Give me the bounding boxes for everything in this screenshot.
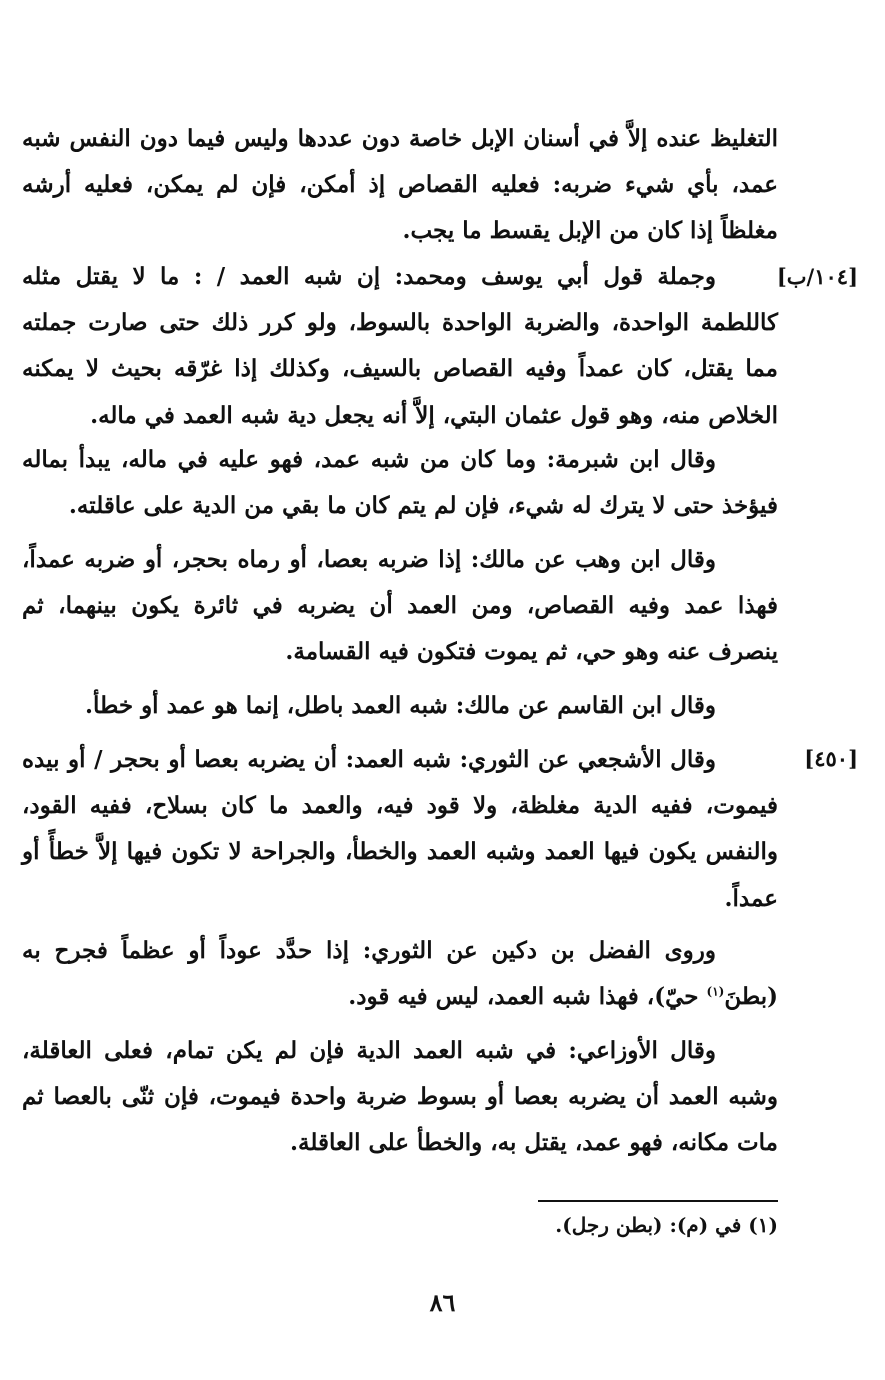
footnote-text: (١) في (م): (بطن رجل).: [555, 1213, 778, 1237]
paragraph-2: وجملة قول أبي يوسف ومحمد: إن شبه العمد / : ما لا يقتل مثله كاللطمة الواحدة، والضربة الواحدة بالسوط، ولو كرر ذلك حتى صارت جملته مما يقتل، كان عمداً وفيه القصاص بالسيف، وكذلك إذا غرّقه بحيث لا يمكنه الخلاص منه، وهو قول عثمان البتي، إلاَّ أنه يجعل دية شبه العمد في ماله.: [22, 263, 778, 429]
footnote-reference: (١): [706, 984, 725, 999]
page-reference-marker: [٤٥٠]: [804, 746, 858, 771]
paragraph-6: وقال الأشجعي عن الثوري: شبه العمد: أن يضربه بعصا أو بحجر / أو بيده فيموت، ففيه الدية مغلظة، ولا قود فيه، والعمد ما كان بسلاح، ففيه القود، والنفس يكون فيها العمد وشبه العمد والخطأ، والجراحة لا تكون فيها إلاَّ خطأً أو عمداً.: [22, 746, 778, 912]
paragraph-7: [22, 928, 778, 1020]
paragraph-3: وقال ابن شبرمة: وما كان من شبه عمد، فهو عليه في ماله، يبدأ بماله فيؤخذ حتى لا يترك له شيء، فإن لم يتم كان ما بقي من الدية على عاقلته.: [22, 446, 778, 520]
paragraph-7-text-start: وروى الفضل بن دكين عن الثوري: إذا حدَّد عوداً أو عظماً فجرح به (بطنَ: [22, 937, 778, 1011]
paragraph-8: وقال الأوزاعي: في شبه العمد الدية فإن لم يكن تمام، فعلى العاقلة، وشبه العمد أن يضربه بعصا أو بسوط ضربة واحدة فيموت، فإن ثنّى بالعصا ثم مات مكانه، فهو عمد، يقتل به، والخطأ على العاقلة.: [22, 1037, 778, 1157]
footnote-separator: [538, 1200, 778, 1202]
page-number: ٨٦: [429, 1288, 456, 1317]
folio-marker: [١٠٤/ب]: [776, 264, 858, 289]
paragraph-5: وقال ابن القاسم عن مالك: شبه العمد باطل، إنما هو عمد أو خطأ.: [84, 692, 716, 719]
paragraph-1: التغليظ عنده إلاَّ في أسنان الإبل خاصة دون عددها وليس فيما دون النفس شبه عمد، بأي شيء ضربه: فعليه القصاص إذ أمكن، فإن لم يمكن، فعليه أرشه مغلظاً إذا كان من الإبل يقسط ما يجب.: [22, 125, 778, 245]
paragraph-4: وقال ابن وهب عن مالك: إذا ضربه بعصا، أو رماه بحجر، أو ضربه عمداً، فهذا عمد وفيه القصاص، ومن العمد أن يضربه في ثائرة يكون بينهما، ثم ينصرف عنه وهو حي، ثم يموت فتكون فيه القسامة.: [22, 546, 778, 666]
paragraph-7-text-end: حيّ)، فهذا شبه العمد، ليس فيه قود.: [348, 983, 707, 1011]
